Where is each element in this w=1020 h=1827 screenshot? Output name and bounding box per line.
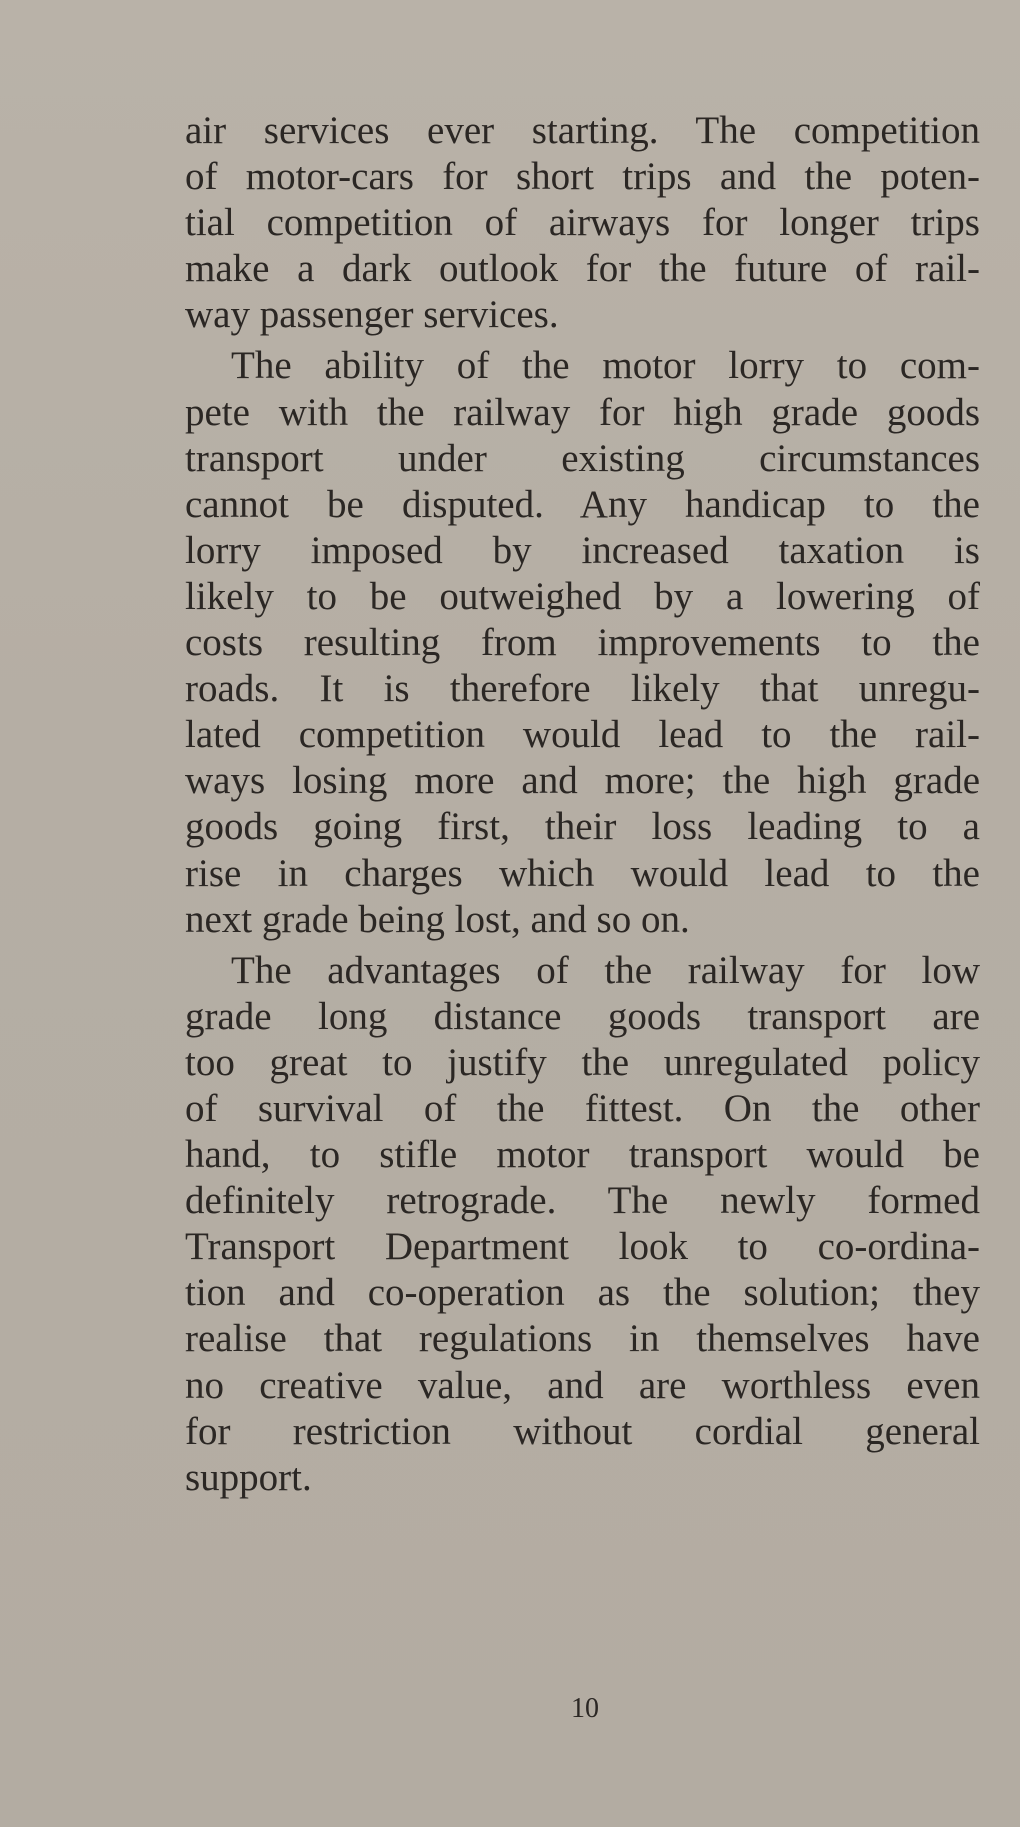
text-line: way passenger services. bbox=[185, 293, 559, 337]
text-line: air services ever starting. The competition bbox=[185, 109, 980, 152]
text-line: cannot be disputed. Any handicap to the bbox=[185, 482, 980, 526]
text-line: grade long distance goods transport are bbox=[185, 994, 980, 1038]
text-line: costs resulting from improvements to the bbox=[185, 621, 980, 665]
text-line: transport under existing circumstances bbox=[185, 436, 980, 480]
text-line: realise that regulations in themselves have bbox=[185, 1317, 980, 1361]
text-line: rise in charges which would lead to the bbox=[185, 851, 980, 895]
text-line: goods going first, their loss leading to a bbox=[185, 805, 980, 849]
paragraph-1 bbox=[185, 108, 980, 338]
text-line: definitely retrograde. The newly formed bbox=[185, 1179, 980, 1223]
text-line: roads. It is therefore likely that unregu- bbox=[185, 667, 980, 711]
body-text bbox=[185, 108, 980, 1501]
text-line: tial competition of airways for longer trips bbox=[185, 201, 980, 245]
text-line: for restriction without cordial general bbox=[185, 1409, 980, 1453]
text-line: pete with the railway for high grade goods bbox=[185, 390, 980, 434]
text-line: lorry imposed by increased taxation is bbox=[185, 528, 980, 572]
text-line: The ability of the motor lorry to com- bbox=[231, 344, 980, 388]
text-line: support. bbox=[185, 1455, 312, 1499]
text-line: hand, to stifle motor transport would be bbox=[185, 1133, 980, 1177]
text-line: The advantages of the railway for low bbox=[231, 948, 980, 992]
text-line: ways losing more and more; the high grade bbox=[185, 759, 980, 803]
page-number: 10 bbox=[571, 1693, 599, 1724]
text-line: no creative value, and are worthless even bbox=[185, 1363, 980, 1407]
text-line: tion and co-operation as the solution; they bbox=[185, 1271, 980, 1315]
text-line: too great to justify the unregulated policy bbox=[185, 1040, 980, 1084]
text-line: of survival of the fittest. On the other bbox=[185, 1086, 980, 1130]
text-line: make a dark outlook for the future of rail- bbox=[185, 247, 980, 291]
paragraph-3 bbox=[185, 948, 980, 1501]
text-line: likely to be outweighed by a lowering of bbox=[185, 574, 980, 618]
paragraph-2 bbox=[185, 343, 980, 942]
text-line: of motor-cars for short trips and the poten- bbox=[185, 155, 980, 199]
text-line: lated competition would lead to the rail- bbox=[185, 713, 980, 757]
text-line: next grade being lost, and so on. bbox=[185, 897, 690, 941]
text-line: Transport Department look to co-ordina- bbox=[185, 1225, 980, 1269]
